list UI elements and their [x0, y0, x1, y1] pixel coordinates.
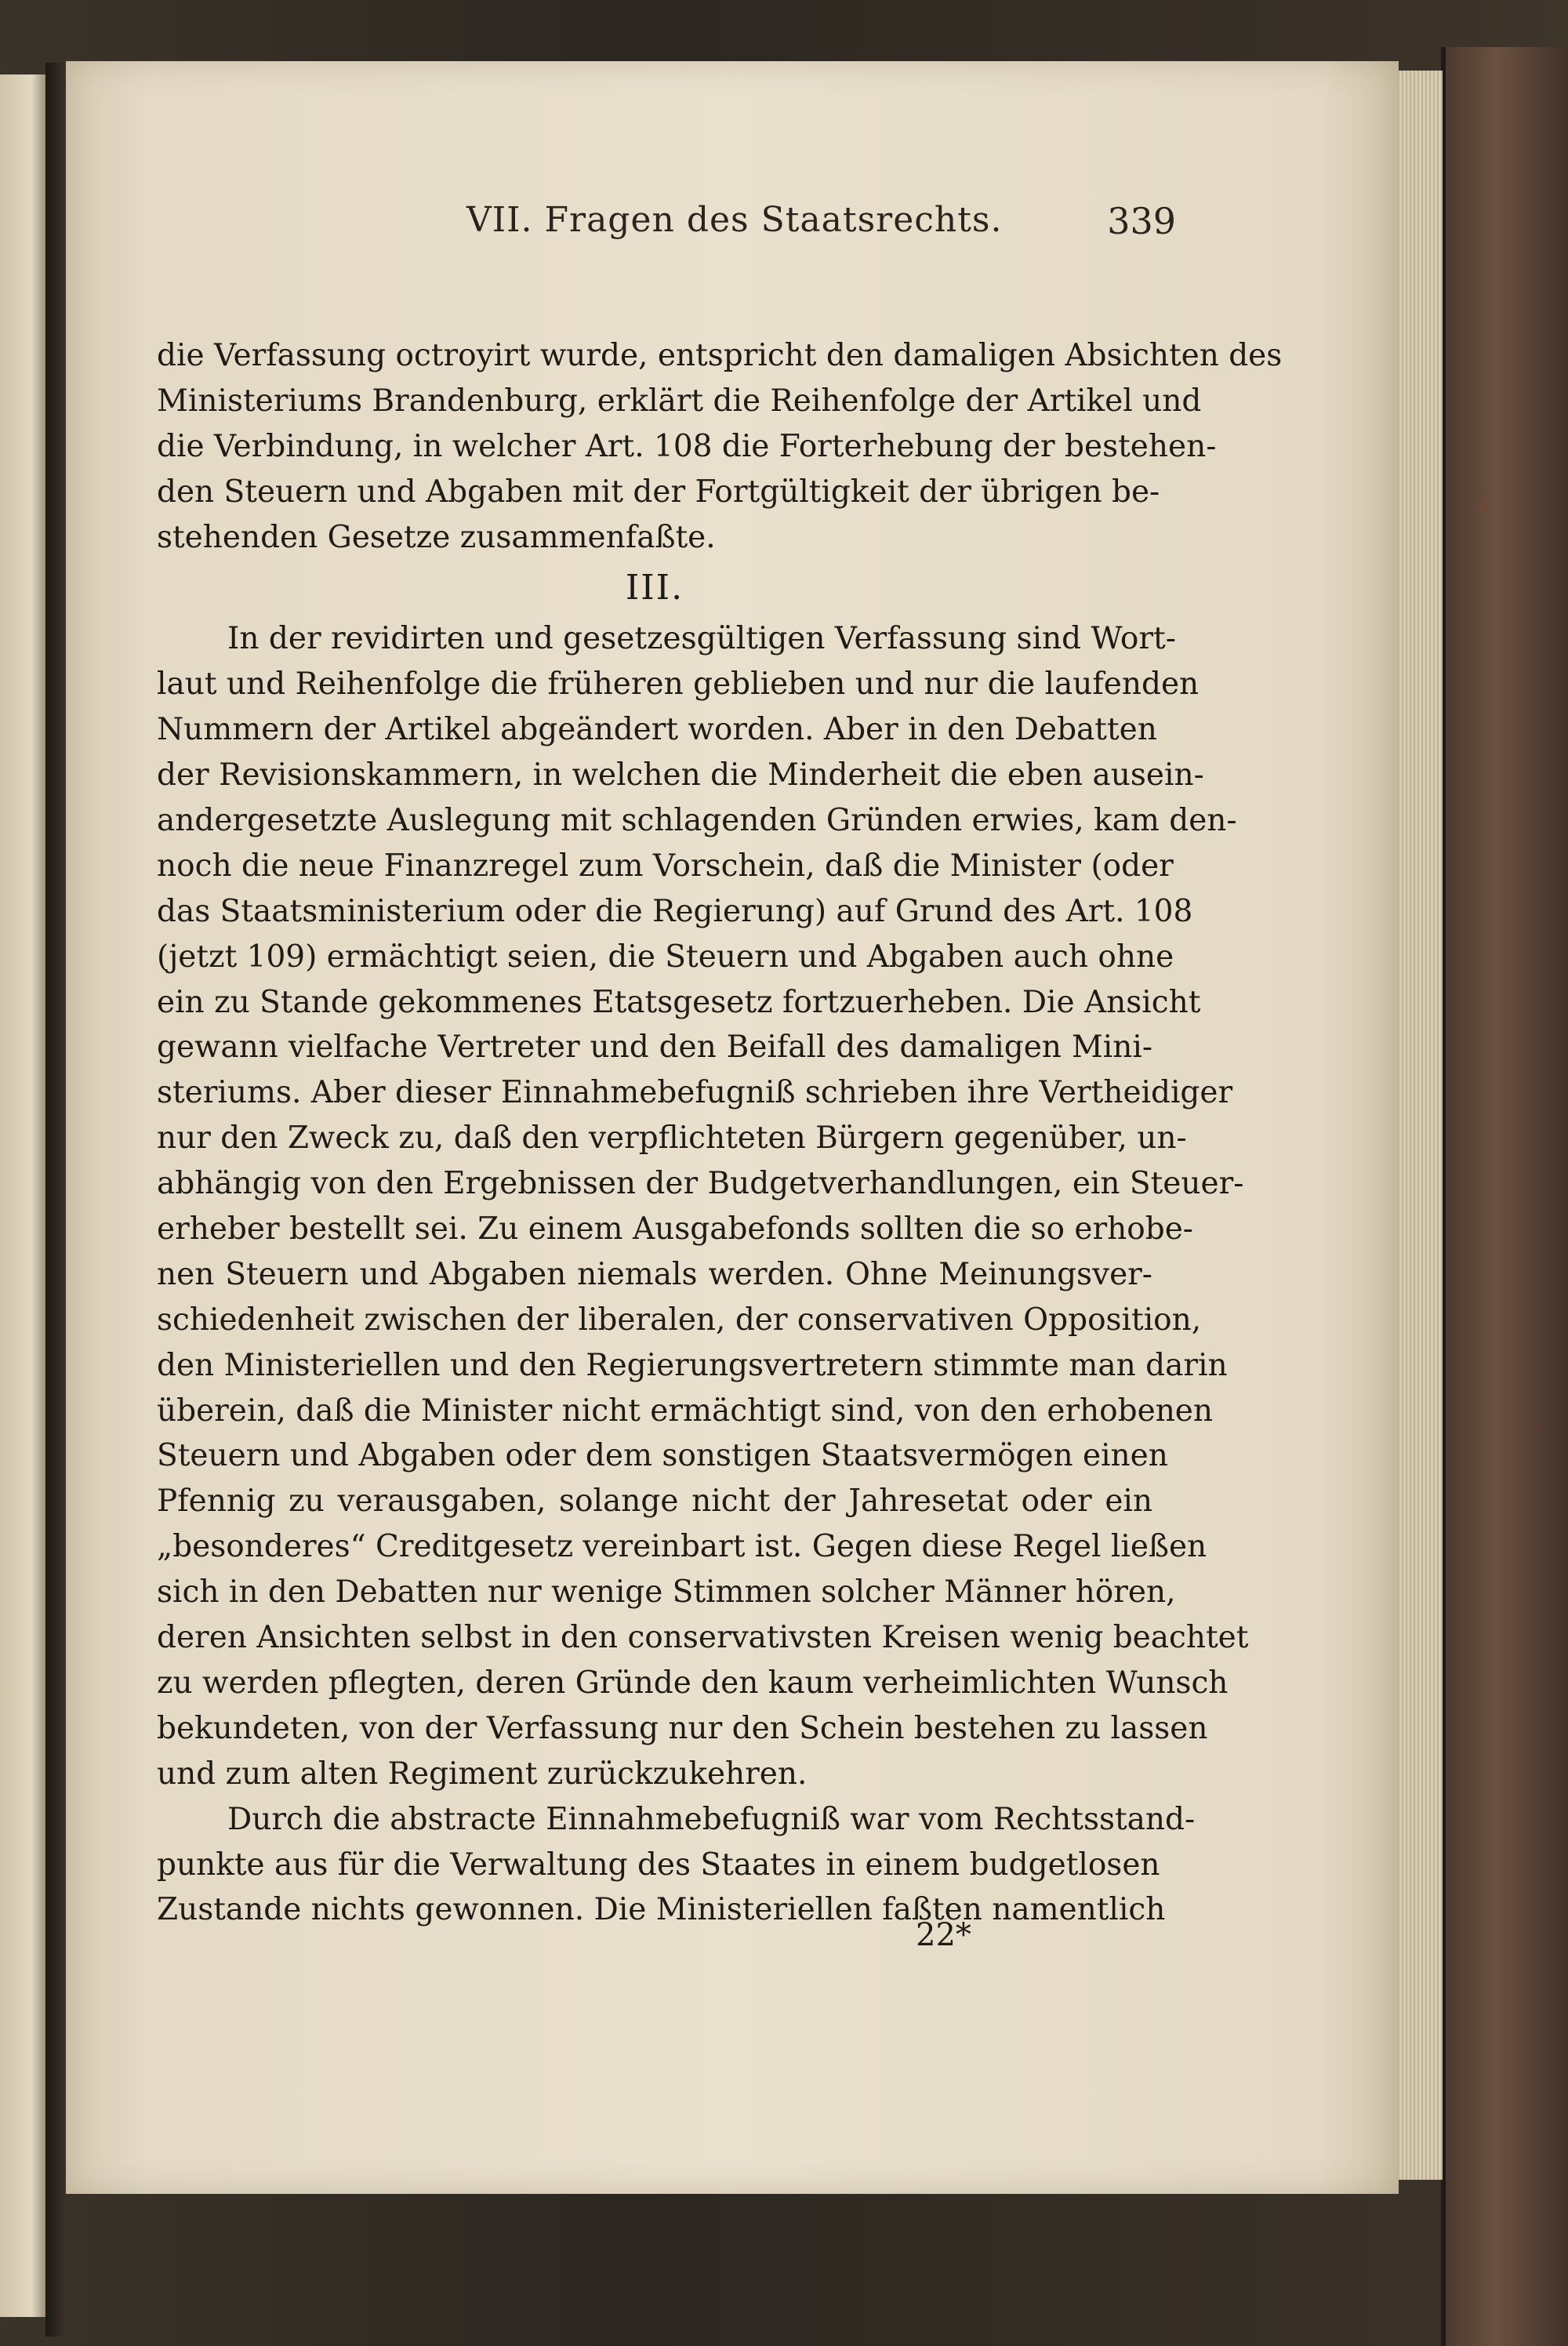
left-page-edge [0, 74, 45, 2317]
page-number: 339 [1107, 200, 1176, 242]
text-line: ein zu Stande gekommenes Etatsgesetz fortzuerheben. Die Ansicht [157, 984, 1201, 1020]
text-line: Durch die abstracte Einnahmebefugniß war vom Rechtsstand- [227, 1801, 1196, 1837]
text-line: sich in den Debatten nur wenige Stimmen solcher Männer hören, [157, 1574, 1176, 1611]
running-head [157, 200, 1176, 255]
text-line: nen Steuern und Abgaben niemals werden. Ohne Meinungsver- [157, 1256, 1152, 1292]
text-line: das Staatsministerium oder die Regierung) auf Grund des Art. 108 [157, 893, 1193, 929]
text-line: und zum alten Regiment zurückzukehren. [157, 1756, 808, 1792]
text-line: die Verfassung octroyirt wurde, entspricht den damaligen Absichten des [157, 338, 1283, 373]
section-number: III. [625, 568, 684, 608]
text-line: laut und Reihenfolge die früheren geblieben und nur die laufenden [157, 666, 1200, 703]
text-line: „besonderes“ Creditgesetz vereinbart ist. Gegen diese Regel ließen [157, 1529, 1207, 1565]
text-line: zu werden pflegten, deren Gründe den kaum verheimlichten Wunsch [157, 1665, 1229, 1701]
text-line: In der revidirten und gesetzesgültigen Verfassung sind Wort- [227, 621, 1176, 657]
paragraph-2 [157, 1797, 1196, 1934]
text-line: schiedenheit zwischen der liberalen, der conservativen Opposition, [157, 1302, 1202, 1338]
text-line: abhängig von den Ergebnissen der Budgetverhandlungen, ein Steuer- [157, 1166, 1244, 1202]
intro-paragraph [157, 333, 1283, 560]
text-line: nur den Zweck zu, daß den verpflichteten Bürgern gegenüber, un- [157, 1120, 1187, 1157]
text-line: überein, daß die Minister nicht ermächtigt sind, von den erhobenen [157, 1393, 1214, 1429]
text-line: Steuern und Abgaben oder dem sonstigen Staatsvermögen einen [157, 1438, 1168, 1474]
text-line: Zustande nichts gewonnen. Die Ministeriellen faßten namentlich [157, 1892, 1166, 1928]
signature-mark: 22* [916, 1917, 971, 1953]
text-line: andergesetzte Auslegung mit schlagenden Gründen erwies, kam den- [157, 803, 1237, 839]
text-line: Pfennig zu verausgaben, solange nicht der Jahresetat oder ein [157, 1484, 1152, 1520]
page-edges [1396, 71, 1443, 2180]
text-line: den Steuern und Abgaben mit der Fortgültigkeit der übrigen be- [157, 474, 1160, 510]
text-line: Ministeriums Brandenburg, erklärt die Reihenfolge der Artikel und [157, 383, 1202, 419]
text-line: bekundeten, von der Verfassung nur den Schein bestehen zu lassen [157, 1710, 1208, 1746]
text-line: punkte aus für die Verwaltung des Staates in einem budgetlosen [157, 1847, 1160, 1883]
text-line: steriums. Aber dieser Einnahmebefugniß schrieben ihre Vertheidiger [157, 1075, 1233, 1111]
text-line: (jetzt 109) ermächtigt seien, die Steuern und Abgaben auch ohne [157, 939, 1174, 975]
text-line: gewann vielfache Vertreter und den Beifall des damaligen Mini- [157, 1030, 1152, 1066]
text-line: erheber bestellt sei. Zu einem Ausgabefonds sollten die so erhobe- [157, 1211, 1193, 1247]
text-line: den Ministeriellen und den Regierungsvertretern stimmte man darin [157, 1347, 1228, 1383]
text-line: deren Ansichten selbst in den conservativsten Kreisen wenig beachtet [157, 1620, 1249, 1656]
text-line: Nummern der Artikel abgeändert worden. Aber in den Debatten [157, 712, 1157, 748]
text-line: die Verbindung, in welcher Art. 108 die Forterhebung der bestehen- [157, 428, 1217, 464]
paragraph-1 [157, 616, 1249, 1796]
marbled-cover-edge [1441, 47, 1568, 2346]
book-gutter [45, 63, 66, 2337]
text-line: stehenden Gesetze zusammenfaßte. [157, 519, 716, 555]
text-line: der Revisionskammern, in welchen die Minderheit die eben ausein- [157, 757, 1204, 794]
body-text [157, 333, 1283, 1933]
text-line: noch die neue Finanzregel zum Vorschein, daß die Minister (oder [157, 848, 1174, 884]
running-head-title: VII. Fragen des Staatsrechts. [466, 200, 1003, 240]
